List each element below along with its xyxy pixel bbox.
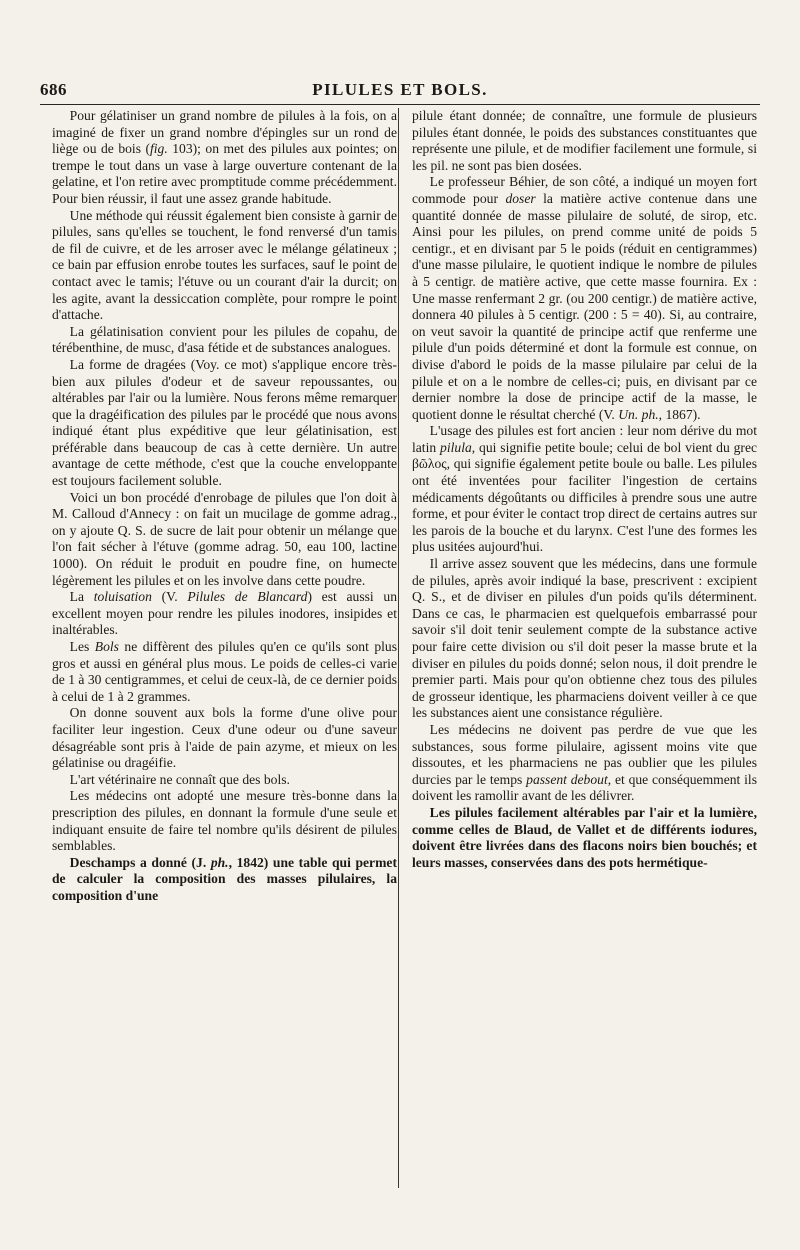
paragraph: L'art vétérinaire ne connaît que des bols. [69, 771, 290, 787]
running-title: PILULES ET BOLS. [312, 80, 488, 99]
paragraph: La gélatinisation convient pour les pilules de copahu, de térébenthine, de musc, d'asa fétide et de substances analogues. [52, 323, 397, 356]
paragraph: Une méthode qui réussit également bien consiste à garnir de pilules, sans qu'elles se touchent, le fond renversé d'un tamis de fil de cuivre, et de les arroser avec le mélange gélatineux ; ce bain par effusion enrobe toutes les surfaces, sauf le point de contact avec le tamis; l'étuve ou un courant d'air la durcit; on les agite, avant la dessiccation complète, pour rompre le point d'attache. [52, 207, 397, 323]
paragraph: La toluisation (V. Pilules de Blancard) est aussi un excellent moyen pour rendre les pilules inodores, insipides et inaltérables. [52, 589, 397, 638]
column-divider [398, 108, 399, 1188]
paragraph: pilule étant donnée; de connaître, une formule de plusieurs pilules étant donnée, le poids des substances constituantes que représente une pilule, et de modifier facilement une formule, si les pil. ne sont pas bien dosées. [412, 108, 757, 173]
paragraph: L'usage des pilules est fort ancien : leur nom dérive du mot latin pilula, qui signifie petite boule; celui de bol vient du grec βῶλος, qui signifie également petite boule ou balle. Les pilules ont été inventées pour faciliter l'ingestion de certains médicaments dégoûtants ou difficiles à prendre sous une autre forme, et pour éviter le contact trop direct de certains autres sur les parois de la bouche et du larynx. C'est l'une des formes les plus usitées aujourd'hui. [412, 423, 757, 555]
page-number: 686 [40, 80, 67, 99]
left-column [52, 108, 397, 1198]
paragraph: La forme de dragées (Voy. ce mot) s'applique encore très-bien aux pilules d'odeur et de saveur repoussantes, ou altérables par l'air ou la lumière. Nous ferons même remarquer que la dragéification des pilules par le procédé que nous avons indiqué étant plus expéditive que leur gélatinisation, est préférable dans beaucoup de cas à cette dernière. Un autre avantage de cette méthode, c'est que la couche enveloppante est toujours facilement soluble. [52, 356, 397, 489]
paragraph: Les pilules facilement altérables par l'air et la lumière, comme celles de Blaud, de Vallet et de différents iodures, doivent être livrées dans des flacons noirs bien bouchés; et leurs masses, conservées dans des pots hermétique- [412, 804, 757, 870]
paragraph: Les médecins ont adopté une mesure très-bonne dans la prescription des pilules, en donnant la formule d'une seule et indiquant ensuite de faire tel nombre qu'ils désirent de pilules semblables. [52, 788, 397, 854]
paragraph: Voici un bon procédé d'enrobage de pilules que l'on doit à M. Calloud d'Annecy : on fait un mucilage de gomme adrag., on y ajoute Q. S. de sucre de lait pour obtenir un mélange que l'on fait sécher à l'étuve (gomme adrag. 50, eau 100, lactine 1000). On réduit le produit en poudre fine, on humecte légèrement les pilules et on les involve dans cette poudre. [52, 489, 397, 588]
paragraph: Il arrive assez souvent que les médecins, dans une formule de pilules, après avoir indiqué la base, prescrivent : excipient Q. S., et de diviser en pilules d'un poids qu'ils déterminent. Dans ce cas, le pharmacien est quelquefois embarrassé pour savoir s'il doit tenir seulement compte de la substance active pour faire cette division ou s'il doit peser la masse brute et la diviser en pilules du poids donné; selon nous, il doit prendre le premier parti. Mais pour qu'on obtienne chez tous des pilules de grosseur identique, les pharmaciens doivent veiller à ce que les substances aient une consistance régulière. [412, 556, 757, 721]
paragraph: Deschamps a donné (J. ph., 1842) une table qui permet de calculer la composition des masses pilulaires, la composition d'une [52, 854, 397, 903]
paragraph: Les Bols ne diffèrent des pilules qu'en ce qu'ils sont plus gros et aussi en général plus mous. Le poids de celles-ci varie de 1 à 30 centigrammes, et celui de ceux-là, de ce dernier poids à celui de 1 à 2 grammes. [52, 639, 397, 704]
paragraph: Pour gélatiniser un grand nombre de pilules à la fois, on a imaginé de fixer un grand nombre d'épingles sur un rond de liège ou de bois (fig. 103); on met des pilules aux pointes; on trempe le tout dans un vase à large ouverture contenant de la gelatine, et l'on retire avec promptitude comme précédemment. Pour bien réussir, il faut une assez grande habitude. [52, 108, 397, 206]
page-header [40, 78, 760, 105]
right-column [412, 108, 757, 1198]
paragraph: On donne souvent aux bols la forme d'une olive pour faciliter leur ingestion. Ceux d'une odeur ou d'une saveur désagréable sont pris à l'aide de pain azyme, et mieux on les gélatinise ou dragéifie. [52, 705, 397, 771]
paragraph: Les médecins ne doivent pas perdre de vue que les substances, sous forme pilulaire, agissent moins vite que dissoutes, et les pharmaciens ne pas oublier que les pilules durcies par le temps passent debout, et que conséquemment ils doivent les ramollir avant de les délivrer. [412, 721, 757, 804]
paragraph: Le professeur Béhier, de son côté, a indiqué un moyen fort commode pour doser la matière active contenue dans une quantité donnée de masse pilulaire de soluté, de sirop, etc. Ainsi pour les pilules, on prend comme unité de poids 5 centigr., et en divisant par 5 le poids (réduit en centigrammes) d'une masse pilulaire, le quotient indique le nombre de pilules à 5 centigr. de matière active, que cette masse fournira. Ex : Une masse renfermant 2 gr. (ou 200 centigr.) de matière active, donnera 40 pilules à 5 centigr. (200 : 5 = 40). Si, au contraire, on veut savoir la quantité de principe actif que renferme une pilule d'un poids déterminé et dont la formule est connue, on divise d'abord le poids de la masse pilulaire par celui de la pilule et on a le nombre de celles-ci; puis, en divisant par ce dernier nombre la dose de principe actif de la masse, le quotient donne le résultat cherché (V. Un. ph., 1867). [412, 174, 757, 422]
